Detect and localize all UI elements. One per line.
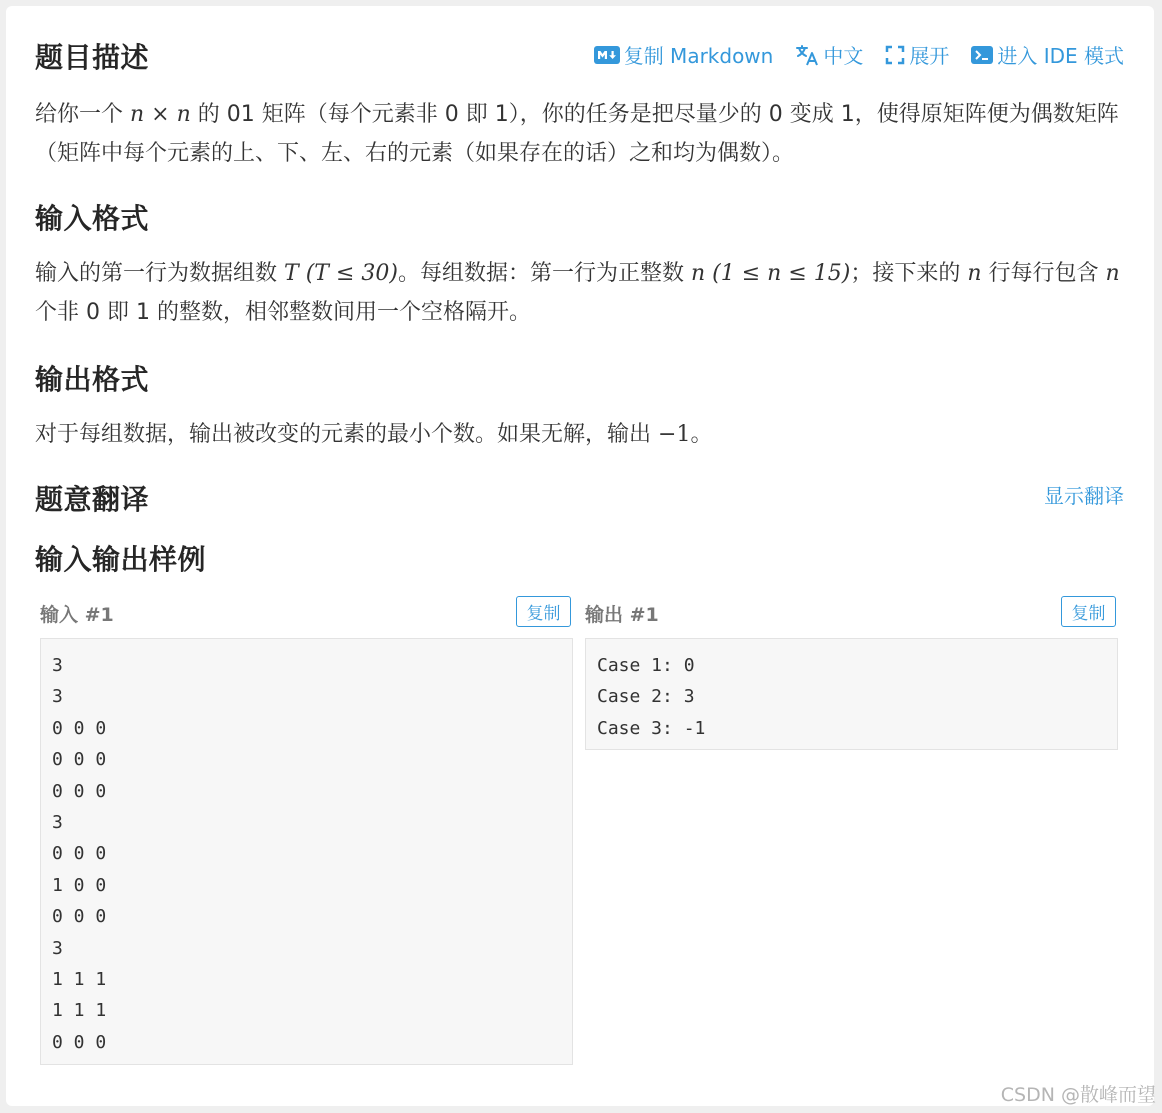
language-button[interactable] <box>795 40 863 69</box>
copy-input-button[interactable]: 复制 <box>516 596 571 627</box>
code-line: 3 <box>52 686 63 708</box>
input-format-text-part: 。每组数据：第一行为正整数 <box>397 261 684 286</box>
input-format-text <box>35 254 1130 332</box>
output-format-text <box>35 415 1130 454</box>
input-format-text-part: 行每行包含 <box>988 261 1099 286</box>
output-format-title: 输出格式 <box>35 363 150 396</box>
toolbar <box>594 40 1124 69</box>
code-line: Case 2: 3 <box>597 686 695 708</box>
copy-markdown-button[interactable] <box>594 40 774 69</box>
input-sample-box[interactable] <box>40 638 573 1065</box>
math-n: n <box>967 261 982 286</box>
code-line: 0 0 0 <box>52 843 107 865</box>
code-line: 0 0 0 <box>52 780 107 802</box>
description-text-part: 的 01 矩阵（每个元素非 0 即 1），你的任务是把尽量少的 0 变成 1，使得原矩阵便为偶数矩阵（矩阵中每个元素的上、下、左、右的元素（如果存在的话）之和均为偶数）。 <box>35 102 1119 166</box>
terminal-icon <box>971 46 993 64</box>
output-sample-box[interactable] <box>585 638 1118 750</box>
code-line: Case 1: 0 <box>597 655 695 676</box>
expand-label: 展开 <box>909 44 950 68</box>
expand-icon <box>885 45 905 65</box>
code-line: Case 3: -1 <box>597 717 706 739</box>
copy-output-button[interactable]: 复制 <box>1061 596 1116 627</box>
code-line: 3 <box>52 937 63 959</box>
math-minus-one: −1 <box>658 422 691 447</box>
input-format-text-part: 个非 0 即 1 的整数，相邻整数间用一个空格隔开。 <box>35 300 531 325</box>
watermark: CSDN @散峰而望 <box>1000 1084 1156 1106</box>
math-n-times-n: n × n <box>130 102 191 127</box>
code-line: 1 1 1 <box>52 1000 107 1022</box>
description-text <box>35 95 1130 173</box>
code-line: 1 1 1 <box>52 969 107 991</box>
expand-button[interactable] <box>885 40 949 69</box>
math-n-constraint: (1 ≤ n ≤ 15) <box>712 261 851 286</box>
description-text-part: 给你一个 <box>35 102 124 127</box>
input-format-title: 输入格式 <box>35 202 150 235</box>
code-line: 3 <box>52 655 63 676</box>
math-T: T <box>284 261 299 286</box>
code-line: 0 0 0 <box>52 749 107 771</box>
copy-markdown-label: 复制 Markdown <box>623 44 774 68</box>
math-n: n <box>690 261 706 286</box>
code-line: 0 0 0 <box>52 1031 107 1053</box>
language-label: 中文 <box>823 44 864 68</box>
output-sample-label: 输出 #1 <box>585 604 659 626</box>
input-format-text-part: ；接下来的 <box>850 261 961 286</box>
translate-icon <box>795 44 819 66</box>
description-title: 题目描述 <box>35 41 150 74</box>
math-T-constraint: (T ≤ 30) <box>305 261 398 286</box>
code-line: 0 0 0 <box>52 717 107 739</box>
code-line: 1 0 0 <box>52 874 107 896</box>
samples-title: 输入输出样例 <box>35 543 207 576</box>
math-n: n <box>1105 261 1120 286</box>
output-format-text-part: 对于每组数据，输出被改变的元素的最小个数。如果无解，输出 <box>35 422 652 447</box>
translation-title: 题意翻译 <box>35 483 150 516</box>
ide-mode-label: 进入 IDE 模式 <box>997 44 1124 68</box>
problem-card <box>6 6 1154 1106</box>
code-line: 0 0 0 <box>52 906 107 928</box>
show-translation-link[interactable]: 显示翻译 <box>1044 484 1124 508</box>
input-format-text-part: 输入的第一行为数据组数 <box>35 261 278 286</box>
input-sample-label: 输入 #1 <box>40 604 114 626</box>
markdown-icon <box>594 46 620 64</box>
code-line: 3 <box>52 812 63 834</box>
output-format-text-part: 。 <box>690 422 713 447</box>
ide-mode-button[interactable] <box>971 40 1124 69</box>
